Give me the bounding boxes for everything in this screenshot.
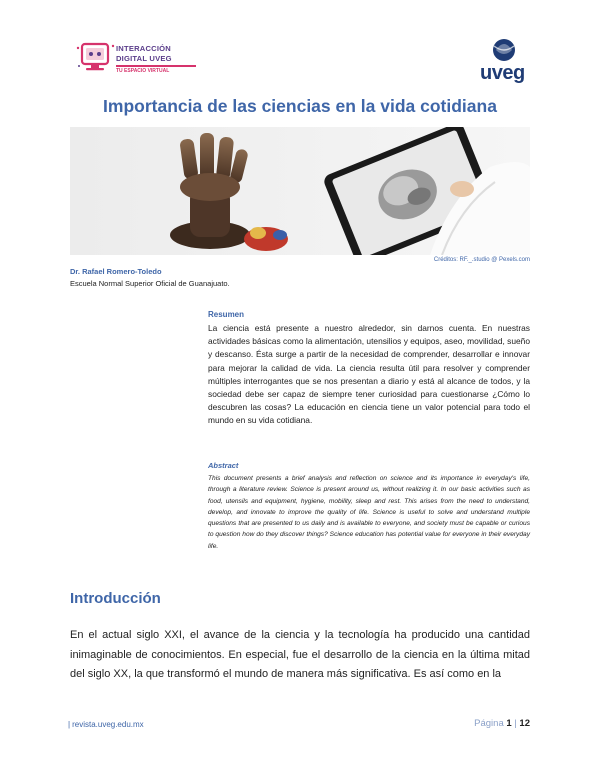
- page-title: Importancia de las ciencias en la vida cotidiana: [103, 96, 497, 116]
- logo-line-3: TU ESPACIO VIRTUAL: [116, 68, 170, 74]
- page-current: 1: [506, 718, 512, 729]
- hero-image: [70, 127, 530, 255]
- author-name: Dr. Rafael Romero-Toledo: [70, 267, 162, 276]
- interaccion-digital-logo: [74, 38, 202, 82]
- page-total: 12: [519, 718, 530, 729]
- author-affiliation: Escuela Normal Superior Oficial de Guanajuato.: [70, 279, 230, 288]
- introduccion-heading: Introducción: [70, 590, 161, 607]
- footer-url-link[interactable]: revista.uveg.edu.mx: [72, 720, 144, 729]
- abstract-heading: Abstract: [208, 461, 239, 470]
- page-separator: |: [514, 718, 517, 729]
- introduccion-text: En el actual siglo XXI, el avance de la ciencia y la tecnología ha producido una cantidad inimaginable de conocimientos. En especial, fue el desarrollo de la ciencia en la última mitad del siglo XX, la que transformó el mundo de manera más significativa. Es así como en la: [70, 629, 530, 680]
- logo-line-1: INTERACCIÓN: [116, 44, 171, 53]
- logo-divider: [116, 65, 196, 67]
- resumen-text: La ciencia está presente a nuestro alrededor, sin darnos cuenta. En nuestras actividades básicas como la alimentación, utensilios y equipos, aseo, movilidad, sueño y descanso. Ésta surge a partir de la necesidad de comprender, desarrollar e innovar para mejorar la calidad de vida. La ciencia resulta útil para resolver y comprender múltiples interrogantes que se nos presentan a diario y está al alcance de todos, y la sociedad debe ser capaz de siempre tener curiosidad para cuestionarse ¿Cómo lo descubren las cosas? La educación en ciencia tiene un valor potencial para todo el mundo en su vida cotidiana.: [208, 323, 530, 426]
- uveg-logo: [474, 36, 534, 92]
- footer-separator: |: [68, 720, 71, 729]
- footer-url: [68, 720, 144, 729]
- logo-line-2: DIGITAL UVEG: [116, 54, 172, 63]
- page-number: [420, 718, 530, 729]
- image-credits: Créditos: RF._.studio @ Pexels.com: [433, 257, 530, 263]
- page-label: Página: [474, 718, 504, 729]
- abstract-text: This document presents a brief analysis and reflection on science and its importance in everyday's life, through a literature review. Science is present around us, without realizing it. In our basic activities such as food, utensils and equipment, hygiene, mobility, sleep and rest. This arises from the need to understand, develop, and innovate to improve the quality of life. Science is useful to solve and understand multiple questions that are presented to us daily and is available to everyone, and society must be capable or curious to question how do they discover things? Science education has potential value for everyone in their everyday life.: [208, 475, 530, 550]
- resumen-heading: Resumen: [208, 310, 245, 319]
- uveg-wordmark: uveg: [480, 62, 525, 84]
